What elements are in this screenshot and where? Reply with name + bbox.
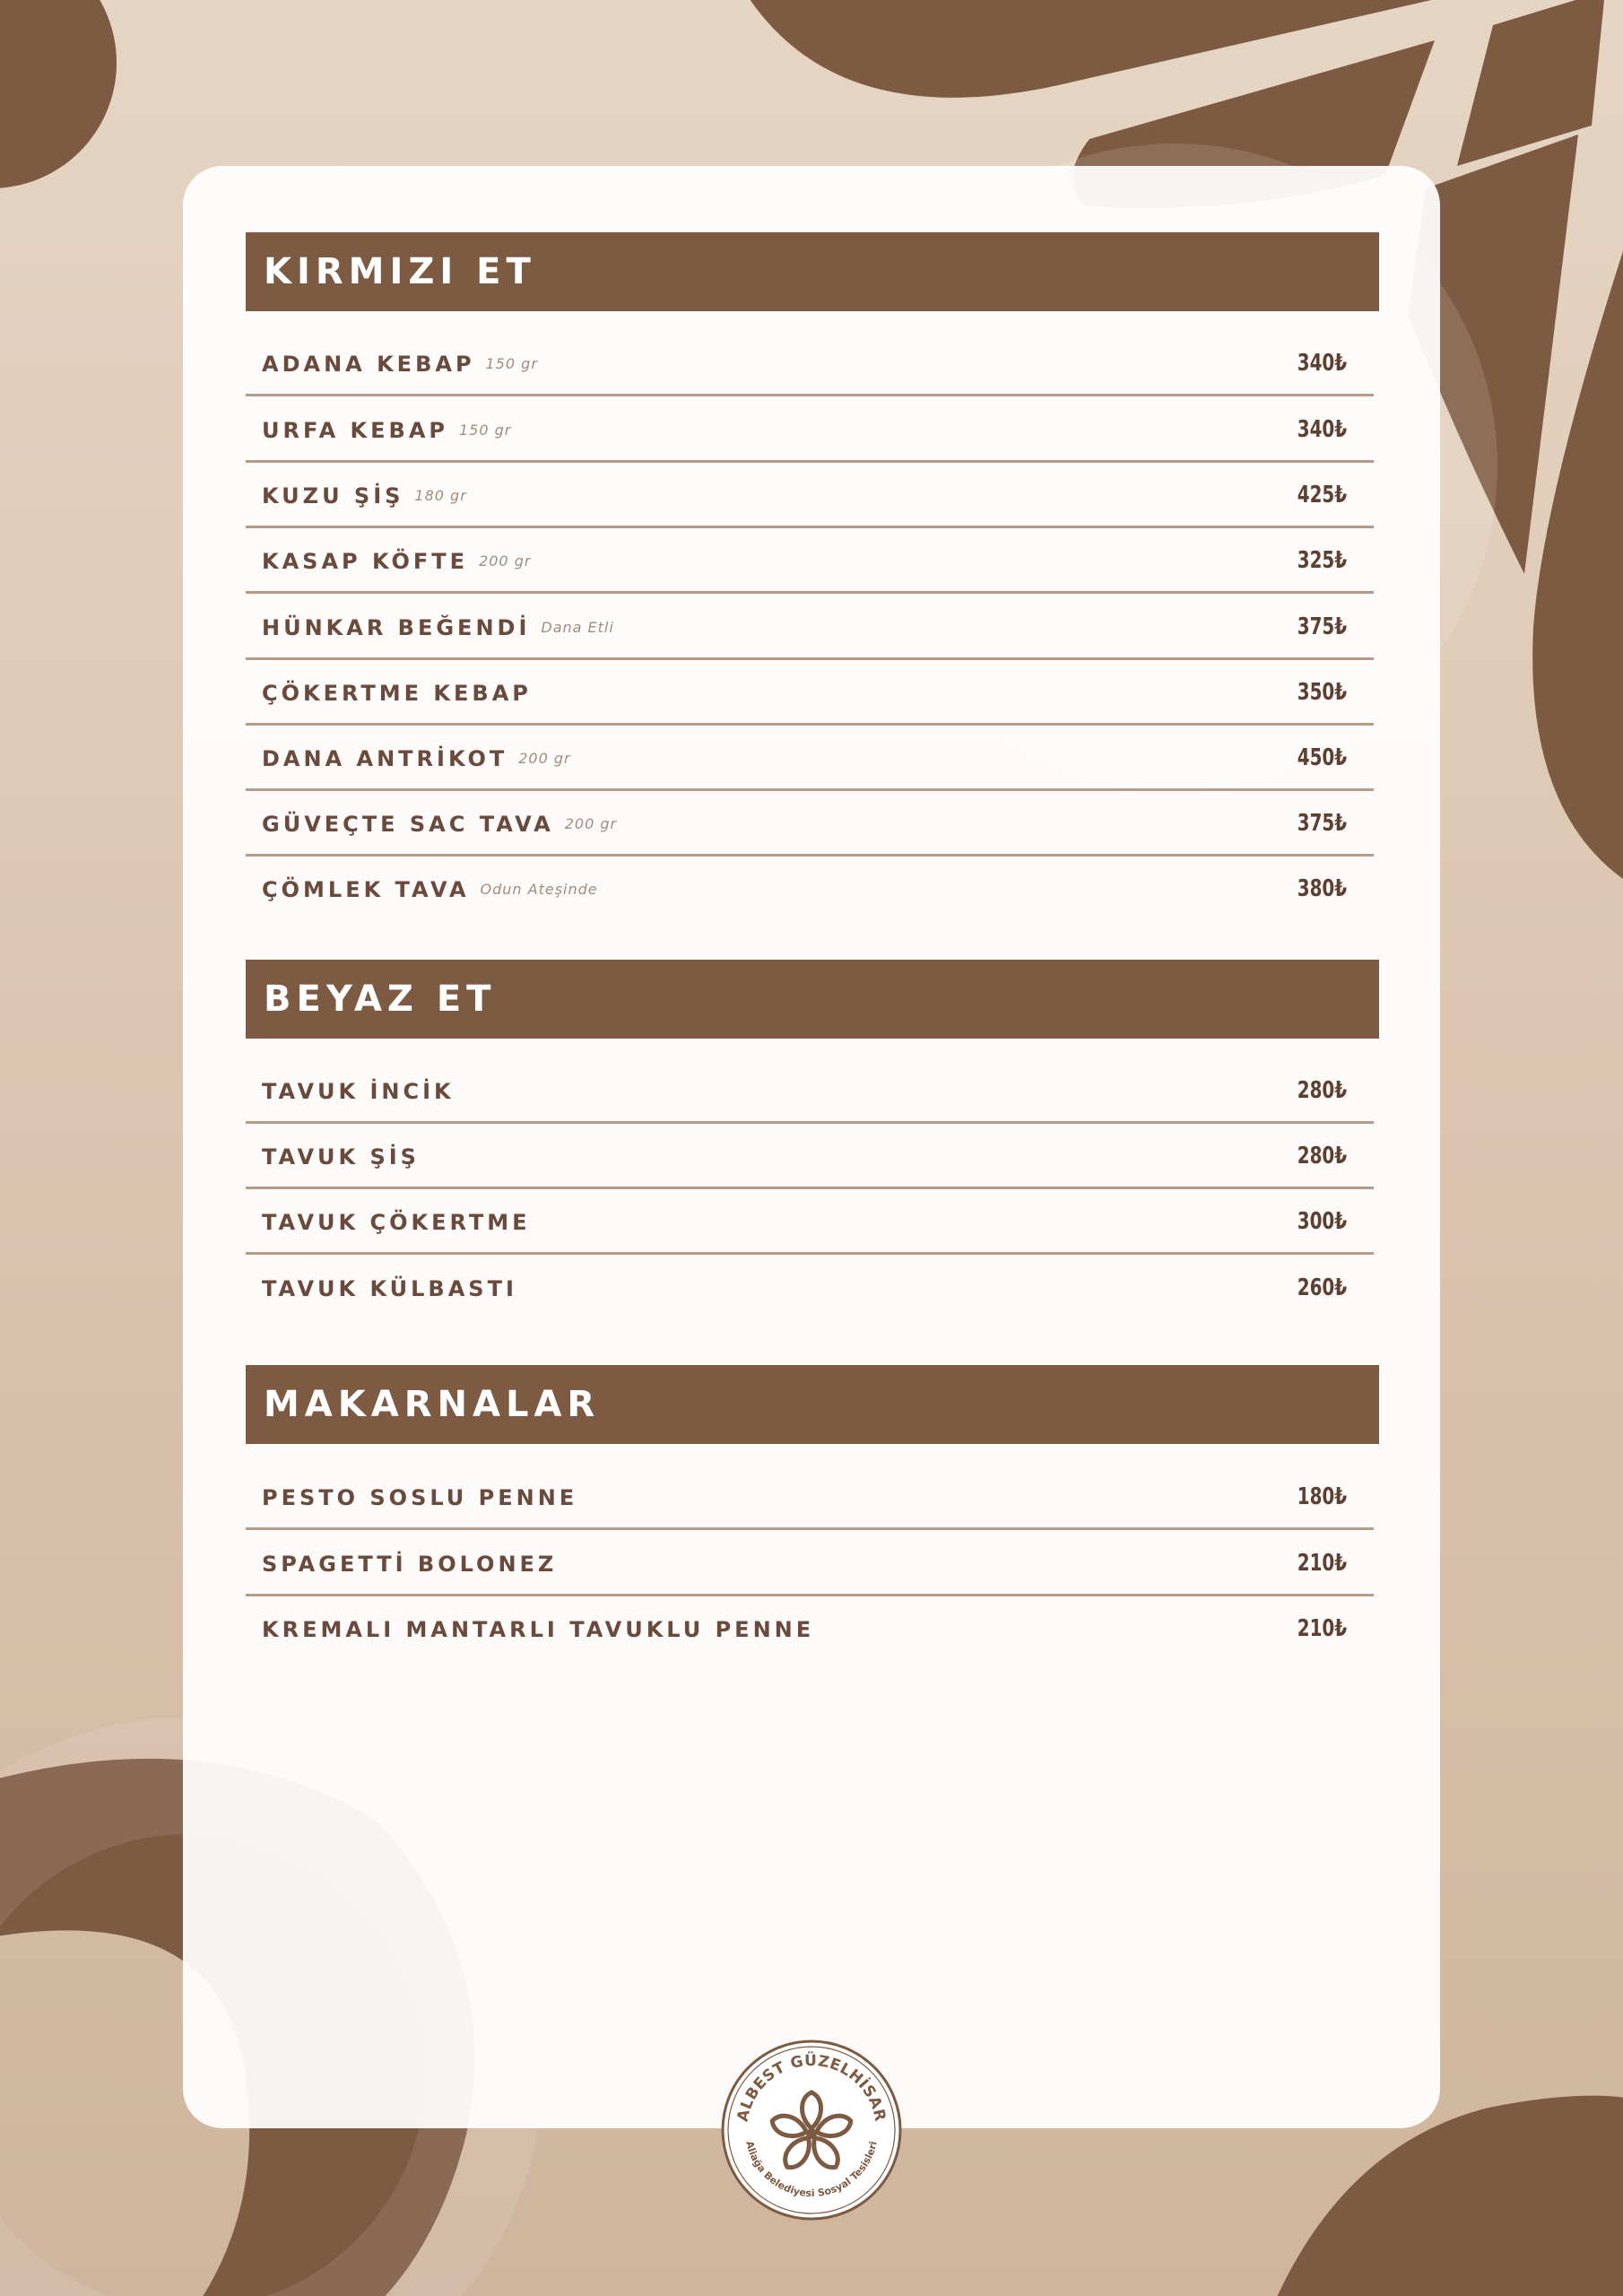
menu-item (246, 331, 1374, 396)
item-name: DANA ANTRİKOT (262, 745, 508, 771)
item-price: 300₺ (1297, 1208, 1347, 1235)
menu-item (246, 660, 1374, 726)
item-name: TAVUK İNCİK (262, 1078, 455, 1104)
item-name: TAVUK KÜLBASTI (262, 1275, 517, 1301)
item-name: TAVUK ŞİŞ (262, 1144, 420, 1170)
menu-item (246, 1124, 1374, 1189)
menu-item (246, 1256, 1374, 1321)
menu-item (246, 1058, 1374, 1124)
item-name: HÜNKAR BEĞENDİ (262, 614, 531, 640)
item-note: Odun Ateşinde (480, 881, 598, 898)
item-price: 450₺ (1297, 744, 1347, 771)
item-name: KUZU ŞİŞ (262, 483, 404, 509)
section-header-makarnalar (246, 1365, 1379, 1444)
item-note: 200 gr (518, 750, 571, 767)
item-note: Dana Etli (541, 619, 614, 636)
item-note: 200 gr (479, 552, 532, 570)
logo-bottom-text: Aliağa Belediyesi Sosyal Tesisleri (743, 2139, 880, 2200)
item-price: 280₺ (1297, 1077, 1347, 1104)
item-name: KASAP KÖFTE (262, 548, 469, 574)
item-note: 180 gr (414, 487, 467, 504)
menu-item (246, 1596, 1374, 1662)
item-price: 340₺ (1297, 416, 1347, 443)
item-name: PESTO SOSLU PENNE (262, 1484, 578, 1510)
section-title: BEYAZ ET (264, 978, 497, 1020)
item-price: 180₺ (1297, 1483, 1347, 1510)
menu-item (246, 397, 1374, 463)
menu-item (246, 857, 1374, 922)
item-price: 210₺ (1297, 1615, 1347, 1642)
item-note: 200 gr (564, 815, 618, 832)
section-header-beyaz-et (246, 960, 1379, 1039)
item-price: 210₺ (1297, 1550, 1347, 1577)
menu-item (246, 1189, 1374, 1255)
menu-item (246, 595, 1374, 660)
item-name: ADANA KEBAP (262, 351, 475, 377)
item-price: 350₺ (1297, 679, 1347, 706)
item-note: 150 gr (459, 422, 512, 439)
item-name: KREMALI MANTARLI TAVUKLU PENNE (262, 1616, 815, 1642)
menu-item (246, 1531, 1374, 1596)
item-price: 380₺ (1297, 875, 1347, 902)
menu-item (246, 726, 1374, 791)
item-price: 340₺ (1297, 350, 1347, 377)
item-price: 325₺ (1297, 547, 1347, 574)
section-header-kirmizi-et (246, 232, 1379, 311)
item-name: ÇÖMLEK TAVA (262, 876, 470, 902)
item-name: GÜVEÇTE SAC TAVA (262, 811, 554, 837)
item-note: 150 gr (485, 355, 538, 372)
section-title: KIRMIZI ET (264, 251, 536, 292)
albest-guzelhisar-logo (720, 2039, 903, 2222)
item-price: 280₺ (1297, 1143, 1347, 1170)
item-name: ÇÖKERTME KEBAP (262, 680, 532, 706)
item-name: SPAGETTİ BOLONEZ (262, 1551, 558, 1577)
menu-item (246, 791, 1374, 857)
menu-item (246, 1465, 1374, 1530)
section-title: MAKARNALAR (264, 1384, 601, 1425)
item-price: 260₺ (1297, 1274, 1347, 1301)
item-price: 375₺ (1297, 613, 1347, 640)
logo-top-text: ALBEST GÜZELHİSAR (733, 2051, 890, 2124)
item-name: TAVUK ÇÖKERTME (262, 1209, 531, 1235)
menu-item (246, 463, 1374, 528)
item-name: URFA KEBAP (262, 417, 448, 443)
menu-card (183, 166, 1440, 2128)
item-price: 425₺ (1297, 482, 1347, 509)
menu-item (246, 528, 1374, 594)
item-price: 375₺ (1297, 810, 1347, 837)
